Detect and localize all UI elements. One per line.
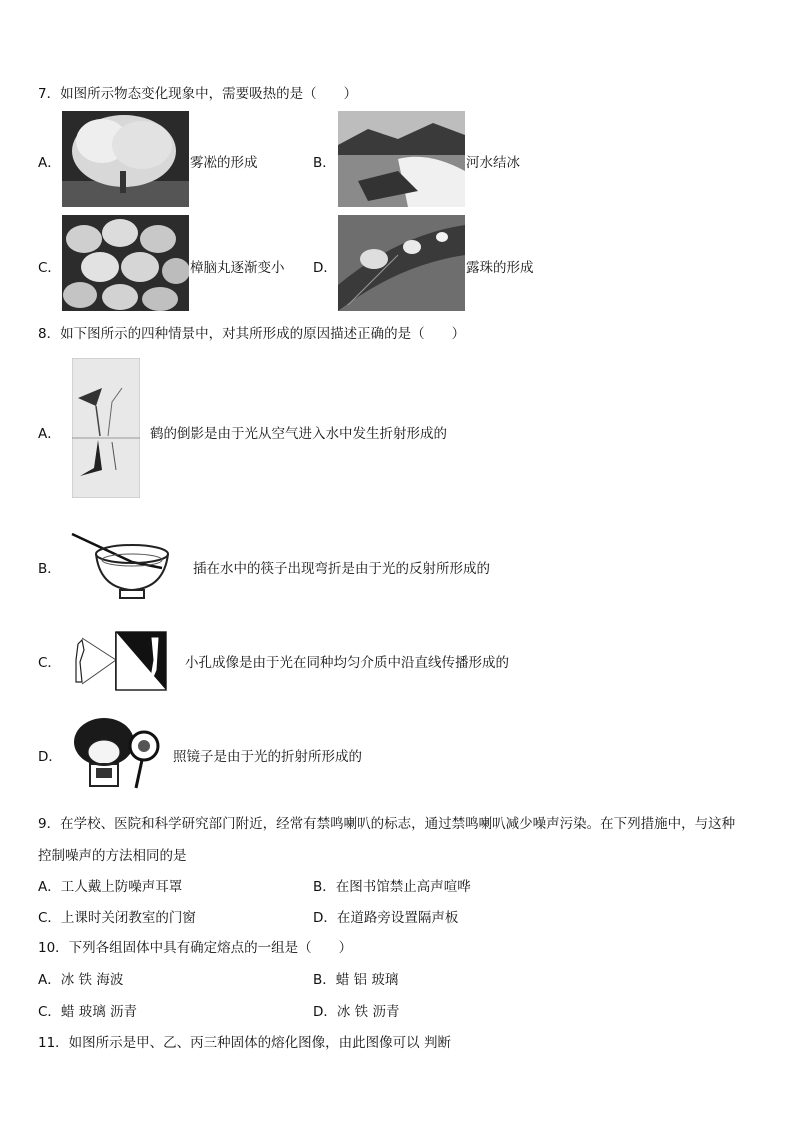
- q8-option-b-image: [70, 530, 176, 604]
- q7-option-b-text: 河水结冰: [466, 155, 520, 171]
- q7-stem: 7．如图所示物态变化现象中，需要吸热的是（ ）: [38, 86, 358, 102]
- q10-option-a: A．冰 铁 海波: [38, 972, 124, 988]
- q9-option-c: C．上课时关闭教室的门窗: [38, 910, 196, 926]
- q8-option-a-text: 鹤的倒影是由于光从空气进入水中发生折射形成的: [150, 426, 447, 442]
- q7-option-b-image: [338, 111, 465, 207]
- q11-stem: 11．如图所示是甲、乙、丙三种固体的熔化图像，由此图像可以 判断: [38, 1035, 451, 1051]
- q7-option-a-image: [62, 111, 189, 207]
- q7-option-d-letter: D．: [313, 260, 337, 276]
- q7-option-d-text: 露珠的形成: [466, 260, 534, 276]
- q8-option-c-letter: C．: [38, 655, 61, 671]
- q9-option-b: B．在图书馆禁止高声喧哗: [313, 879, 471, 895]
- q7-option-a-text: 雾凇的形成: [190, 155, 258, 171]
- q8-option-a-image: [72, 358, 140, 498]
- q9-stem-line1: 9．在学校、医院和科学研究部门附近，经常有禁鸣喇叭的标志，通过禁鸣喇叭减少噪声污染。在下列措施中，与这种: [38, 816, 736, 832]
- q7-option-c-text: 樟脑丸逐渐变小: [190, 260, 285, 276]
- q9-option-d: D．在道路旁设置隔声板: [313, 910, 459, 926]
- q7-option-c-letter: C．: [38, 260, 61, 276]
- q10-stem: 10．下列各组固体中具有确定熔点的一组是（ ）: [38, 940, 353, 956]
- q7-option-c-image: [62, 215, 189, 311]
- q7-option-a-letter: A．: [38, 155, 61, 171]
- q8-option-d-text: 照镜子是由于光的折射所形成的: [173, 749, 362, 765]
- q10-option-d: D．冰 铁 沥青: [313, 1004, 400, 1020]
- q8-option-b-letter: B．: [38, 561, 61, 577]
- q7-option-d-image: [338, 215, 465, 311]
- q7-option-b-letter: B．: [313, 155, 336, 171]
- q8-option-d-letter: D．: [38, 749, 62, 765]
- q8-option-c-image: [70, 630, 168, 692]
- q9-stem-line2: 控制噪声的方法相同的是: [38, 848, 187, 864]
- q8-option-c-text: 小孔成像是由于光在同种均匀介质中沿直线传播形成的: [185, 655, 509, 671]
- q9-option-a: A．工人戴上防噪声耳罩: [38, 879, 183, 895]
- q8-stem: 8．如下图所示的四种情景中，对其所形成的原因描述正确的是（ ）: [38, 326, 466, 342]
- q8-option-d-image: [70, 716, 164, 792]
- q8-option-a-letter: A．: [38, 426, 61, 442]
- q10-option-b: B．蜡 铝 玻璃: [313, 972, 399, 988]
- q10-option-c: C．蜡 玻璃 沥青: [38, 1004, 138, 1020]
- q8-option-b-text: 插在水中的筷子出现弯折是由于光的反射所形成的: [193, 561, 490, 577]
